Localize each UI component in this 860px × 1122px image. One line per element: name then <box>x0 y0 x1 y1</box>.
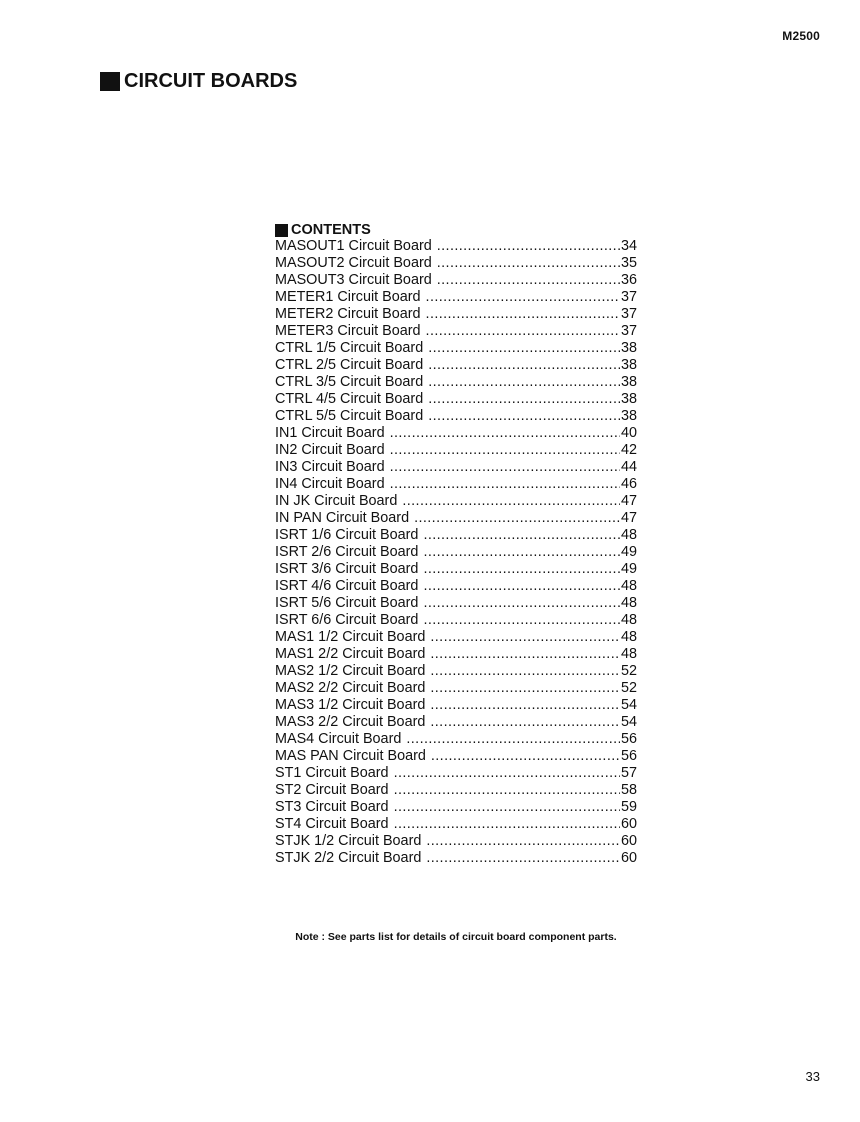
toc-entry-page: 38 <box>620 408 637 424</box>
toc-leader-dots <box>431 748 620 765</box>
toc-leader-dots <box>430 697 620 714</box>
toc-entry <box>275 527 637 544</box>
toc-entry <box>275 782 637 799</box>
heading-square-icon <box>100 72 120 91</box>
contents-square-icon <box>275 224 288 237</box>
toc-entry-page: 58 <box>620 782 637 798</box>
toc-leader-dots <box>428 391 620 408</box>
toc-entry-label: ISRT 6/6 Circuit Board <box>275 612 419 628</box>
toc-entry <box>275 578 637 595</box>
toc-entry-label: IN PAN Circuit Board <box>275 510 410 526</box>
toc-leader-dots <box>394 765 620 782</box>
toc-entry <box>275 391 637 408</box>
toc-entry <box>275 714 637 731</box>
toc-entry <box>275 425 637 442</box>
toc-leader-dots <box>430 646 620 663</box>
toc-entry-page: 37 <box>620 323 637 339</box>
toc-leader-dots <box>423 527 620 544</box>
toc-entry <box>275 731 637 748</box>
toc-entry-page: 34 <box>620 238 637 254</box>
toc-entry-page: 37 <box>620 289 637 305</box>
toc-entry-label: ISRT 1/6 Circuit Board <box>275 527 419 543</box>
toc-entry-page: 48 <box>620 527 637 543</box>
toc-entry <box>275 340 637 357</box>
section-title: CIRCUIT BOARDS <box>124 70 298 92</box>
toc-entry-label: MAS4 Circuit Board <box>275 731 402 747</box>
toc-entry-label: ST3 Circuit Board <box>275 799 389 815</box>
toc-leader-dots <box>426 323 620 340</box>
toc-entry-label: METER1 Circuit Board <box>275 289 421 305</box>
toc-entry <box>275 629 637 646</box>
toc-entry <box>275 476 637 493</box>
toc-leader-dots <box>423 612 620 629</box>
toc-entry-label: MASOUT3 Circuit Board <box>275 272 432 288</box>
toc-leader-dots <box>428 340 620 357</box>
toc-leader-dots <box>390 425 620 442</box>
parts-note: Note : See parts list for details of circuit board component parts. <box>295 931 617 943</box>
contents-block <box>275 222 637 867</box>
toc-entry-page: 56 <box>620 731 637 747</box>
toc-entry-page: 48 <box>620 612 637 628</box>
model-code: M2500 <box>782 29 820 43</box>
toc-entry <box>275 544 637 561</box>
contents-heading <box>275 222 637 238</box>
toc-leader-dots <box>390 442 620 459</box>
toc-entry <box>275 289 637 306</box>
toc-entry <box>275 765 637 782</box>
toc-leader-dots <box>430 714 620 731</box>
toc-leader-dots <box>437 255 620 272</box>
toc-leader-dots <box>426 306 620 323</box>
toc-entry <box>275 510 637 527</box>
toc-entry <box>275 816 637 833</box>
toc-entry-page: 37 <box>620 306 637 322</box>
toc-entry-page: 52 <box>620 663 637 679</box>
toc-leader-dots <box>437 238 620 255</box>
toc-leader-dots <box>423 544 620 561</box>
toc-entry-page: 48 <box>620 595 637 611</box>
toc-entry-label: ISRT 4/6 Circuit Board <box>275 578 419 594</box>
toc-entry <box>275 323 637 340</box>
toc-entry-page: 60 <box>620 816 637 832</box>
toc-entry <box>275 408 637 425</box>
toc-leader-dots <box>437 272 620 289</box>
toc-leader-dots <box>414 510 620 527</box>
toc-entry-page: 52 <box>620 680 637 696</box>
toc-leader-dots <box>426 833 620 850</box>
toc-leader-dots <box>423 595 620 612</box>
toc-leader-dots <box>406 731 620 748</box>
toc-entry-page: 40 <box>620 425 637 441</box>
toc-entry-label: MAS3 2/2 Circuit Board <box>275 714 426 730</box>
toc-entry-label: ISRT 2/6 Circuit Board <box>275 544 419 560</box>
toc-entry-label: MAS PAN Circuit Board <box>275 748 426 764</box>
toc-entry-label: MAS1 2/2 Circuit Board <box>275 646 426 662</box>
toc-leader-dots <box>430 680 620 697</box>
toc-leader-dots <box>428 374 620 391</box>
toc-entry-label: METER3 Circuit Board <box>275 323 421 339</box>
toc-entry-page: 49 <box>620 544 637 560</box>
toc-entry-label: CTRL 4/5 Circuit Board <box>275 391 424 407</box>
toc-leader-dots <box>428 357 620 374</box>
toc-entry-page: 48 <box>620 578 637 594</box>
toc-entry-label: MASOUT2 Circuit Board <box>275 255 432 271</box>
page-number: 33 <box>805 1069 820 1084</box>
toc-entry-page: 42 <box>620 442 637 458</box>
toc-entry <box>275 680 637 697</box>
toc-entry-page: 35 <box>620 255 637 271</box>
toc-entry-label: MAS3 1/2 Circuit Board <box>275 697 426 713</box>
toc-entry-label: IN1 Circuit Board <box>275 425 385 441</box>
toc-entry-page: 56 <box>620 748 637 764</box>
toc-entry-label: MAS2 2/2 Circuit Board <box>275 680 426 696</box>
toc-entry-page: 38 <box>620 374 637 390</box>
toc-entry <box>275 833 637 850</box>
toc-leader-dots <box>394 816 620 833</box>
toc-entry <box>275 663 637 680</box>
toc-entry <box>275 306 637 323</box>
toc-leader-dots <box>426 289 620 306</box>
toc-entry-page: 36 <box>620 272 637 288</box>
toc-entry-page: 38 <box>620 391 637 407</box>
toc-entry <box>275 272 637 289</box>
toc-entry-page: 54 <box>620 714 637 730</box>
toc-entry-page: 47 <box>620 510 637 526</box>
toc-entry <box>275 561 637 578</box>
toc-leader-dots <box>390 459 620 476</box>
toc-entry <box>275 374 637 391</box>
toc-entry <box>275 595 637 612</box>
toc-entry <box>275 850 637 867</box>
toc-entry-label: ISRT 5/6 Circuit Board <box>275 595 419 611</box>
toc-entry-page: 44 <box>620 459 637 475</box>
toc-entry-label: CTRL 2/5 Circuit Board <box>275 357 424 373</box>
toc-entry-label: IN4 Circuit Board <box>275 476 385 492</box>
toc-entry <box>275 357 637 374</box>
toc-entry <box>275 646 637 663</box>
toc-entry <box>275 442 637 459</box>
toc-entry-label: CTRL 1/5 Circuit Board <box>275 340 424 356</box>
toc-entry-page: 59 <box>620 799 637 815</box>
toc-entry <box>275 697 637 714</box>
toc-entry-label: METER2 Circuit Board <box>275 306 421 322</box>
toc-entry-page: 57 <box>620 765 637 781</box>
toc-entry <box>275 612 637 629</box>
toc-entry-page: 47 <box>620 493 637 509</box>
toc-entry-page: 48 <box>620 646 637 662</box>
toc-entry-label: ST4 Circuit Board <box>275 816 389 832</box>
toc-leader-dots <box>423 561 620 578</box>
toc-leader-dots <box>394 799 620 816</box>
toc-entry-page: 46 <box>620 476 637 492</box>
toc-entry-label: STJK 2/2 Circuit Board <box>275 850 422 866</box>
toc-entry-page: 38 <box>620 340 637 356</box>
toc-entry-page: 48 <box>620 629 637 645</box>
toc-leader-dots <box>426 850 620 867</box>
toc-entry-label: IN3 Circuit Board <box>275 459 385 475</box>
toc-entry-label: IN2 Circuit Board <box>275 442 385 458</box>
toc-list <box>275 238 637 867</box>
toc-entry-label: CTRL 3/5 Circuit Board <box>275 374 424 390</box>
toc-leader-dots <box>430 629 620 646</box>
toc-entry-page: 60 <box>620 850 637 866</box>
toc-leader-dots <box>430 663 620 680</box>
toc-entry-label: ISRT 3/6 Circuit Board <box>275 561 419 577</box>
toc-entry-label: ST2 Circuit Board <box>275 782 389 798</box>
toc-leader-dots <box>390 476 620 493</box>
toc-leader-dots <box>402 493 620 510</box>
contents-title: CONTENTS <box>291 222 371 238</box>
toc-entry <box>275 799 637 816</box>
toc-entry <box>275 493 637 510</box>
toc-entry-page: 49 <box>620 561 637 577</box>
toc-entry-label: CTRL 5/5 Circuit Board <box>275 408 424 424</box>
toc-entry-label: IN JK Circuit Board <box>275 493 398 509</box>
toc-entry <box>275 459 637 476</box>
toc-leader-dots <box>428 408 620 425</box>
toc-entry-label: ST1 Circuit Board <box>275 765 389 781</box>
toc-leader-dots <box>394 782 620 799</box>
section-heading <box>100 70 297 92</box>
toc-entry-page: 38 <box>620 357 637 373</box>
toc-entry <box>275 238 637 255</box>
toc-entry-label: STJK 1/2 Circuit Board <box>275 833 422 849</box>
toc-entry-label: MAS2 1/2 Circuit Board <box>275 663 426 679</box>
toc-entry-page: 54 <box>620 697 637 713</box>
toc-entry-label: MASOUT1 Circuit Board <box>275 238 432 254</box>
toc-leader-dots <box>423 578 620 595</box>
toc-entry-page: 60 <box>620 833 637 849</box>
toc-entry <box>275 255 637 272</box>
toc-entry-label: MAS1 1/2 Circuit Board <box>275 629 426 645</box>
toc-entry <box>275 748 637 765</box>
